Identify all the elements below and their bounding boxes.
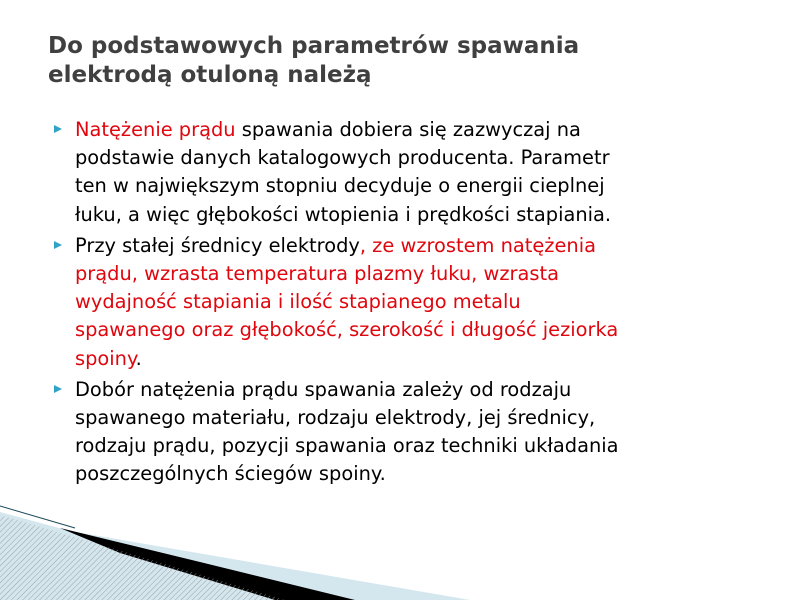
text-run: . — [135, 346, 142, 370]
slide-title — [48, 32, 768, 90]
title-line: Do podstawowych parametrów spawania — [48, 33, 580, 59]
text-line: rodzaju prądu, pozycji spawania oraz techniki układania — [75, 434, 619, 458]
highlighted-text-line: wydajność stapiania i ilość stapianego metalu — [75, 290, 521, 314]
text-line: podstawie danych katalogowych producenta. Parametr — [75, 146, 610, 170]
bullet-item — [54, 376, 754, 489]
highlighted-text: spoiny — [75, 346, 136, 370]
text-line: poszczególnych ściegów spoiny. — [75, 462, 386, 486]
text-line: spawanego materiału, rodzaju elektrody, jej średnicy, — [75, 406, 596, 430]
highlighted-text: , ze wzrostem natężenia — [359, 233, 596, 257]
bullet-list — [54, 116, 754, 492]
text-line: łuku, a więc głębokości wtopienia i prędkości stapiania. — [75, 202, 612, 226]
text-run: Przy stałej średnicy elektrody — [75, 233, 360, 257]
text-run: spawania dobiera się zazwyczaj na — [235, 118, 581, 141]
text-line — [75, 345, 754, 373]
triangle-right-bullet-icon — [54, 125, 62, 133]
bullet-item — [54, 232, 754, 373]
triangle-right-bullet-icon — [54, 385, 62, 393]
bullet-item — [54, 116, 754, 229]
text-line — [75, 116, 754, 144]
title-line: elektrodą otuloną należą — [48, 62, 372, 88]
triangle-right-bullet-icon — [54, 241, 62, 249]
text-line: ten w największym stopniu decyduje o energii cieplnej — [75, 174, 605, 198]
highlighted-text: Natężenie prądu — [75, 118, 236, 141]
highlighted-text-line: spawanego oraz głębokość, szerokość i długość jeziorka — [75, 318, 619, 342]
text-line: Dobór natężenia prądu spawania zależy od rodzaju — [75, 377, 572, 401]
highlighted-text-line: prądu, wzrasta temperatura plazmy łuku, wzrasta — [75, 262, 559, 286]
text-line — [75, 232, 754, 260]
hatched-wedge — [0, 515, 285, 600]
